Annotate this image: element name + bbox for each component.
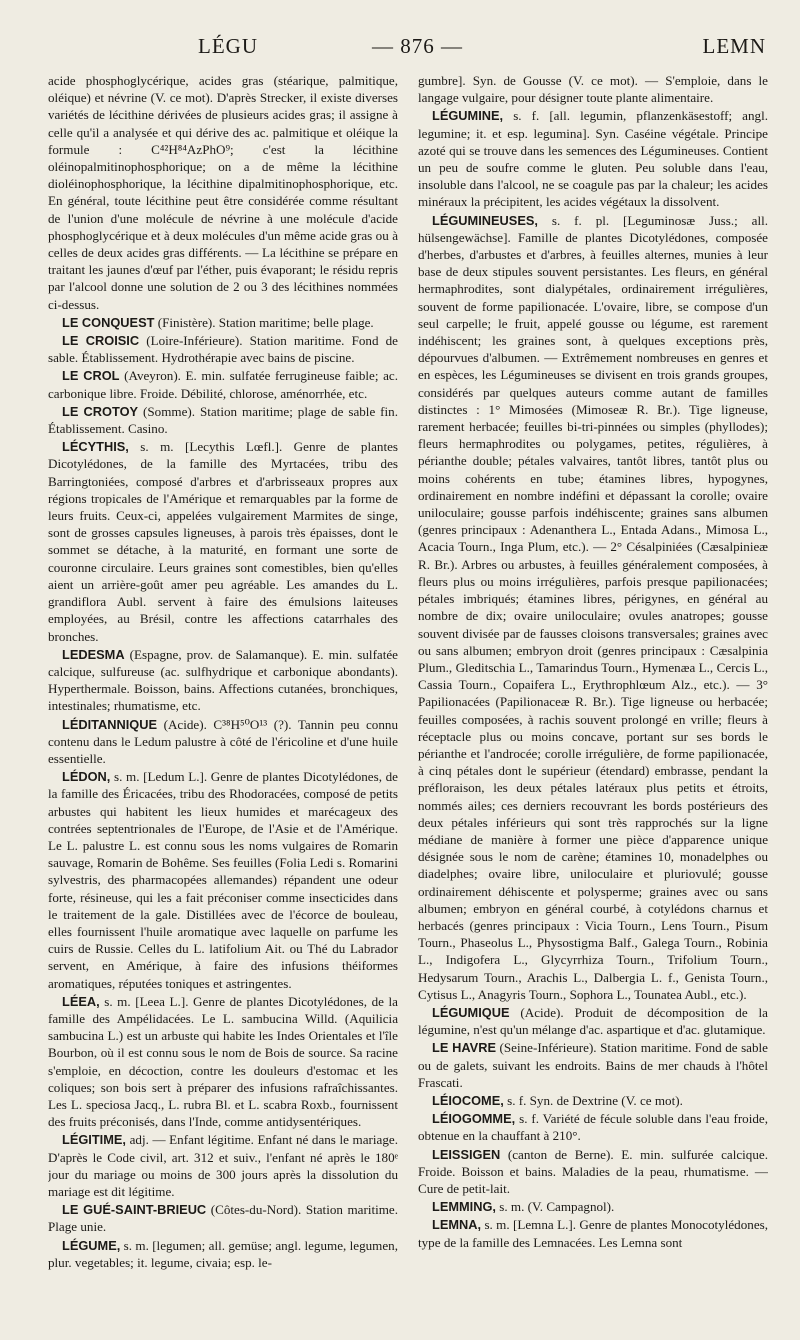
entry-headword: LÉCYTHIS, — [62, 439, 129, 455]
dictionary-entry — [48, 993, 398, 1131]
entry-headword: LÉGUMIQUE — [432, 1004, 510, 1020]
header-right-guideword: LEMN — [702, 34, 766, 58]
entry-definition: acide phosphoglycérique, acides gras (stéarique, palmitique, oléique) et névrine (V. ce mot). D'après Strecker, il existe diverses variétés de lécithine dérivées de plusieurs acides gras; il assigne à celle qu'il a analysée et qui dérive des ac. palmitique et oléique la formule : C⁴²H⁸⁴AzPhO⁹; c'est la lécithine oléinopalmitinophosphorique; on a de même la lécithine dioléinophosphorique, la lécithine dipalmitinophosphorique, etc. En général, toute lécithine peut être considérée comme résultant de l'union d'une molécule de névrine à une molécule d'acide phosphoglycérique et à deux molécules d'un même acide gras ou à celles de deux acides gras différents. — La lécithine se prépare en traitant les jaunes d'œuf par l'éther, puis évaporant; le résidu repris par l'alcool donne une solution de 2 ou 3 des lécithines nommées ci-dessus. — [48, 73, 398, 312]
dictionary-entry — [48, 403, 398, 437]
dictionary-entry — [48, 716, 398, 768]
dictionary-entry — [48, 72, 398, 313]
dictionary-entry — [48, 1131, 398, 1200]
entry-headword: LÉGUMINE, — [432, 108, 504, 124]
entry-headword: LÉEA, — [62, 993, 100, 1009]
entry-definition: s. m. [Leea L.]. Genre de plantes Dicotylédones, de la famille des Ampélidacées. Le L. sambucina Willd. (Aquilicia sambucina L.) est un arbuste qui habite les Indes Orientales et l'île Bourbon, où il est connu sous le nom de Bois de source. Sa racine s'emploie, en décoction, contre les douleurs d'estomac et les coliques; son bois sert à préparer des infusions rafraîchissantes. Les L. speciosa Jacq., L. rubra Bl. et L. scabra Roxb., fournissent des fruits préconisés, dans l'Inde, comme antidysentériques. — [48, 993, 398, 1130]
entry-headword: LE HAVRE — [432, 1040, 496, 1056]
entry-definition: s. f. Syn. de Dextrine (V. ce mot). — [507, 1092, 683, 1108]
dictionary-entry — [48, 646, 398, 715]
entry-definition: (Acide). C³⁸H⁵⁰O¹³ (?). Tannin peu connu contenu dans le Ledum palustre à côté de l'éricoline et d'une huile essentielle. — [48, 716, 398, 766]
entry-definition: (Espagne, prov. de Salamanque). E. min. sulfatée calcique, sulfureuse (ac. sulfhydrique et carbonique abondants). Hyperthermale. Boisson, bains. Affections cutanées, bronchiques, intestinales; rhumatisme, etc. — [48, 646, 398, 714]
entry-headword: LÉGUME, — [62, 1237, 121, 1253]
entry-headword: LÉDON, — [62, 769, 111, 785]
page-number: — 876 — — [372, 34, 463, 58]
entry-headword: LÉDITANNIQUE — [62, 716, 158, 732]
entry-headword: LE CROTOY — [62, 403, 139, 419]
dictionary-entry — [418, 1039, 768, 1091]
entry-headword: LEISSIGEN — [432, 1146, 501, 1162]
dictionary-entry — [48, 438, 398, 644]
dictionary-entry — [418, 1216, 768, 1250]
entry-definition: (Aveyron). E. min. sulfatée ferrugineuse faible; ac. carbonique libre. Froide. Débilité, chlorose, aménorrhée, etc. — [48, 368, 398, 401]
entry-definition: (Acide). Produit de décomposition de la légumine, n'est qu'un mélange d'ac. aspartique et d'ac. glutamique. — [418, 1004, 768, 1038]
entry-definition: s. m. [legumen; all. gemüse; angl. legume, legumen, plur. vegetables; it. legume, civaia; esp. le- — [48, 1237, 398, 1270]
dictionary-entry — [418, 1092, 768, 1109]
entry-headword: LÉIOGOMME, — [432, 1111, 516, 1127]
entry-definition: (canton de Berne). E. min. sulfurée calcique. Froide. Boisson et bains. Maladies de la peau, rhumatisme. — Cure de petit-lait. — [418, 1146, 768, 1196]
entry-headword: LEDESMA — [62, 646, 125, 662]
dictionary-entry — [48, 332, 398, 366]
dictionary-entry — [418, 72, 768, 106]
entry-headword: LE CROL — [62, 368, 120, 384]
dictionary-entry — [418, 1110, 768, 1144]
dictionary-entry — [418, 1004, 768, 1038]
entry-definition: (Somme). Station maritime; plage de sable fin. Établissement. Casino. — [48, 403, 398, 437]
left-column — [48, 72, 398, 1334]
entry-definition: (Loire-Inférieure). Station maritime. Fond de sable. Établissement. Hydrothérapie avec bains de piscine. — [48, 333, 398, 366]
entry-definition: s. f. Variété de fécule soluble dans l'eau froide, obtenue en la chauffant à 210°. — [418, 1111, 768, 1144]
dictionary-entry — [418, 1146, 768, 1198]
right-column — [418, 72, 768, 1334]
entry-definition: s. m. [Ledum L.]. Genre de plantes Dicotylédones, de la famille des Éricacées, tribu des Rhodoracées, composé de petits arbustes qui habitent les lieux humides et marécageux des contrées septentrionales de l'Europe, de l'Asie et de l'Amérique. Le L. palustre L. est connu sous les noms vulgaires de Romarin sauvage, Romarin de Bohême. Ses feuilles (Folia Ledi s. Romarini sylvestris, des pharmacopées allemandes) répandent une odeur forte, résineuse, qui les a fait préconiser comme insecticides dans le traitement de la gale. Distillées avec de l'écorce de bouleau, elles fournissent l'huile aromatique avec laquelle on parfume les cuirs de Russie. Celles du L. latifolium Ait. ou Thé du Labrador servent, en Amérique, à faire des infusions théiformes aromatiques, réputées toniques et astringentes. — [48, 769, 398, 991]
dictionary-entry — [48, 367, 398, 401]
entry-headword: LÉIOCOME, — [432, 1092, 504, 1108]
entry-headword: LEMMING, — [432, 1199, 496, 1215]
dictionary-entry — [418, 1198, 768, 1215]
entry-definition: gumbre]. Syn. de Gousse (V. ce mot). — S'emploie, dans le langage vulgaire, pour désigner toute plante alimentaire. — [418, 73, 768, 106]
entry-headword: LE GUÉ-SAINT-BRIEUC — [62, 1202, 207, 1218]
entry-definition: (Finistère). Station maritime; belle plage. — [157, 314, 374, 330]
header-left-guideword: LÉGU — [198, 34, 258, 58]
page-header — [50, 34, 766, 64]
entry-definition: s. m. [Lemna L.]. Genre de plantes Monocotylédones, type de la famille des Lemnacées. Les Lemna sont — [418, 1217, 768, 1250]
dictionary-entry — [418, 107, 768, 210]
dictionary-entry — [48, 1237, 398, 1271]
dictionary-entry — [48, 314, 398, 331]
dictionary-entry — [48, 1201, 398, 1235]
entry-headword: LÉGITIME, — [62, 1132, 126, 1148]
entry-definition: (Seine-Inférieure). Station maritime. Fond de sable ou de galets, suivant les endroits. Bains de mer chauds à l'hôtel Frascati. — [418, 1040, 768, 1090]
entry-definition: s. f. [all. legumin, pflanzenkäsestoff; angl. legumine; it. et esp. legumina]. Syn. Caséine végétale. Principe azoté qui se trouve dans les semences des Légumineuses. Contient un peu de soufre comme le gluten. Peu soluble dans l'eau, insoluble dans l'alcool, ne se coagule pas par la chaleur; les acides minéraux la précipitent, les acides végétaux la dissolvent. — [418, 108, 768, 210]
entry-definition: s. f. pl. [Leguminosæ Juss.; all. hülsengewächse]. Famille de plantes Dicotylédones, composée d'herbes, d'arbustes et d'arbres, à feuilles alternes, munies à leur base de deux stipules souvent persistantes. Les fleurs, en général hermaphrodites, sont dialypétales, ordinairement irrégulières, souvent de forme papilionacée. L'ovaire, libre, se compose d'un seul carpelle; le fruit, appelé gousse ou légume, est rarement indéhiscent; les graines sont, à quelques exceptions près, dépourvues d'albumen. — Extrêmement nombreuses en genres et en espèces, les Légumineuses se divisent en trois grands groupes, considérés par quelques auteurs comme autant de familles distinctes : 1° Mimosées (Mimoseæ R. Br.). Tige ligneuse, rarement herbacée; feuilles bi-tri-pinnées ou simples (phyllodes); fleurs hermaphrodites ou polygames, petites, régulières, à périanthe double; pétales valvaires, tantôt libres, tantôt plus ou moins cohérents en tube; étamines libres, hypogynes, ordinairement en nombre indéfini et dépassant la corolle; ovaire uniloculaire; gousse parfois indéhiscente; graines sans albumen (genres principaux : Adenanthera L., Entada Adans., Mimosa L., Acacia Tourn., Inga Plum, etc.). — 2° Césalpiniées (Cæsalpinieæ R. Br.). Arbres ou arbustes, à feuilles généralement composées, à fleurs plus ou moins irrégulières, parfois presque papilionacées; pétales imbriqués; étamines libres, périgynes, en général au nombre de dix; ovaire uniloculaire; ovules anatropes; gousse souvent divisée par de fausses cloisons transversales; graines avec ou sans albumen; embryon droit (genres principaux : Cæsalpinia Plum., Gleditschia L., Tamarindus Tourn., Hymenæa L., Cercis L., Cassia Tourn., Copaifera L., Erythrophlœum Alz., etc.). — 3° Papilionacées (Papilionaceæ R. Br.). Tige ligneuse ou herbacée; feuilles composées, à rachis souvent prolongé en vrille; fleurs à réceptacle plus ou moins concave, portant sur ses bords le périanthe et l'androcée; corolle irrégulière, de forme papilionacée, à cinq pétales dont le supérieur (étendard) embrasse, pendant la préfloraison, les deux pétales latéraux plus petits et étroits, nommés ailes; ces derniers recouvrant les bords postérieurs des deux pétales inférieurs qui sont très rapprochés sur la ligne médiane de manière à former une pièce d'apparence unique désignée sous le nom de carène; étamines 10, monadelphes ou diadelphes; ovaire libre, uniloculaire et pluriovulé; gousse ordinairement déhiscente et polysperme; graines avec ou sans albumen; embryon en général courbé, à cotylédons charnus et herbacés (genres principaux : Vicia Tourn., Lens Tourn., Pisum Tourn., Phaseolus L., Physostigma Balf., Galega Tourn., Robinia L., Indigofera L., Glycyrrhiza Tourn., Trifolium Tourn., Hedysarum Tourn., Arachis L., Dalbergia L. f., Genista Tourn., Cytisus L., Anagyris Tourn., Sophora L., Tounatea Aubl., etc.). — [418, 212, 768, 1002]
entry-definition: (Côtes-du-Nord). Station maritime. Plage unie. — [48, 1202, 398, 1235]
entry-definition: s. m. (V. Campagnol). — [499, 1199, 615, 1215]
entry-headword: LÉGUMINEUSES, — [432, 212, 538, 228]
entry-headword: LEMNA, — [432, 1217, 482, 1233]
entry-headword: LE CONQUEST — [62, 314, 155, 330]
dictionary-entry — [418, 212, 768, 1003]
entry-definition: s. m. [Lecythis Lœfl.]. Genre de plantes Dicotylédones, de la famille des Myrtacées, tribu des Barringtoniées, composé d'arbres et d'arbrisseaux propres aux régions tropicales de l'Amérique et remarquables par la forme de leurs fruits. Ceux-ci, appelées vulgairement Marmites de singe, sont de grosses capsules ligneuses, à parois très épaisses, dont le sommet se détache, à la maturité, en formant une sorte de couronne circulaire. Leurs graines sont comestibles, bien qu'elles aient un arrière-goût amer peu agréable. Les amandes du L. grandiflora Aubl. servent à faire des émulsions laiteuses employées, au Brésil, contre les affections catarrhales des bronches. — [48, 439, 398, 644]
dictionary-entry — [48, 768, 398, 992]
entry-definition: adj. — Enfant légitime. Enfant né dans le mariage. D'après le Code civil, art. 312 et suiv., l'enfant né après le 180ᵉ jour du mariage ou moins de 300 jours après la dissolution du mariage est dit légitime. — [48, 1132, 398, 1199]
entry-headword: LE CROISIC — [62, 333, 140, 349]
